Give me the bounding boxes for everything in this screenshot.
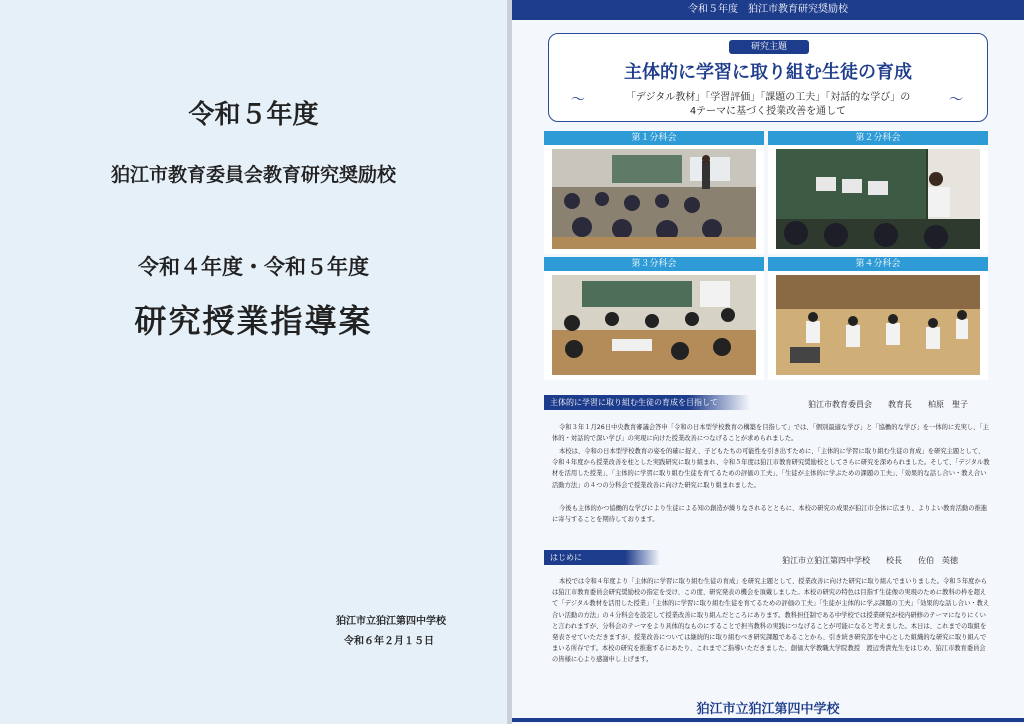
cover-school-type: 狛江市教育委員会教育研究奨励校 xyxy=(110,164,396,186)
message-2-signature: 狛江市立狛江第四中学校 校長 佐伯 英徳 xyxy=(782,556,958,565)
cover-school-name: 狛江市立狛江第四中学校 xyxy=(336,616,446,627)
section-3-panel xyxy=(544,257,764,380)
theme-tag: 研究主題 xyxy=(729,40,809,54)
section-3-caption: 第３分科会 xyxy=(544,257,764,271)
message-1-heading: 主体的に学習に取り組む生徒の育成を目指して xyxy=(544,395,750,410)
cover-title: 研究授業指導案 xyxy=(134,302,373,340)
cover-date: 令和６年２月１５日 xyxy=(344,636,434,647)
classroom-photo-2 xyxy=(776,149,980,249)
message-2-heading: はじめに xyxy=(544,550,660,565)
message-1-signature: 狛江市教育委員会 教育長 柏原 聖子 xyxy=(808,400,968,409)
section-1-panel xyxy=(544,131,764,254)
cover-period: 令和４年度・令和５年度 xyxy=(138,255,369,279)
classroom-photo-4 xyxy=(776,275,980,375)
message-2-paragraph-1: 本校では令和４年度より「主体的に学習に取り組む生徒の育成」を研究主題として、授業改善に向けた研究に取り組んでまいりました。令和５年度からは狛江市教育委員会研究奨励校の指定を受け、この度、研究発表の機会を頂戴しました。本校の研究の特色は目指す生徒像の実現のために教科の枠を超えて「デジタル教材を活用した授業」「主体的に学習に取り組む生徒を育てるための評価の工夫」「生徒が主体的に学ぶ課題の工夫」「効果的な話し合い・教え合い活動の方法」の４分科会を設定して授業改善に取り組んだところにあります。教科担任制である中学校では授業研究が校内研修のテーマになりにくいと言われますが、分科会のテーマをより具体的なものにすることで担当教科の実践につなげることが可能になると考えました。本日は、これまでの取組を発表させていただきますが、授業改善については継続的に取り組むべき研究課題であることから、引き続き研究部を中心とした組織的な研究に取り組んでまいる所存です。本校の研究を推進するにあたり、これまでご指導いただきました、創価大学教職大学院教授 渡辺秀貴先生をはじめ、狛江市教育委員会の皆様に心より感謝申し上げます。 xyxy=(552,578,990,664)
classroom-photo-1 xyxy=(552,149,756,249)
photo-grid xyxy=(544,131,988,381)
theme-subtitle-1: 「デジタル教材」「学習評価」「課題の工夫」「対話的な学び」の xyxy=(625,92,911,103)
section-4-panel xyxy=(768,257,988,380)
cover-year: 令和５年度 xyxy=(188,100,319,130)
page-header: 令和５年度 狛江市教育研究奨励校 xyxy=(512,0,1024,20)
tilde-left: 〜 xyxy=(571,92,585,108)
footer-line xyxy=(512,718,1024,722)
summary-page xyxy=(512,0,1024,724)
section-1-caption: 第１分科会 xyxy=(544,131,764,145)
message-1-paragraph-3: 今後も主体的かつ協働的な学びにより生徒による知の創造が繰りなされるとともに、本校の研究の成果が狛江市全体に広まり、よりよい教育活動の推進に寄与することを期待しております。 xyxy=(552,505,988,524)
section-4-caption: 第４分科会 xyxy=(768,257,988,271)
tilde-right: 〜 xyxy=(949,92,963,108)
section-2-panel xyxy=(768,131,988,254)
classroom-photo-3 xyxy=(552,275,756,375)
message-1-paragraph-2: 本校は、令和の日本型学校教育の姿を的確に捉え、子どもたちの可能性を引き出すために、「主体的に学習に取り組む生徒の育成」を研究主題として、令和４年度から授業改善を柱とした実践研究に取り組まれ、令和５年度は狛江市教育研究奨励校としてさらに研究を深められました。そして、「デジタル教材を活用した授業」、「主体的に学習に取り組む生徒を育てるための評価の工夫」、「生徒が主体的に学ぶための課題の工夫」、「効果的な話し合い・教え合い活動方法」の４つの分科会で授業改善に向けた研究に取り組まれました。 xyxy=(552,448,990,489)
page-footer: 狛江市立狛江第四中学校 xyxy=(696,702,840,717)
cover-page xyxy=(0,0,507,724)
theme-subtitle-2: 4テーマに基づく授業改善を通して xyxy=(689,106,847,117)
message-1-paragraph-1: 令和３年１月26日中央教育審議会答申「令和の日本型学校教育の構築を目指して」では、「個別最適な学び」と「協働的な学び」を一体的に充実し、「主体的・対話的で深い学び」の実現に向けた授業改善につなげることが求められました。 xyxy=(552,424,989,443)
section-2-caption: 第２分科会 xyxy=(768,131,988,145)
theme-box xyxy=(548,33,988,122)
theme-title: 主体的に学習に取り組む生徒の育成 xyxy=(624,62,912,83)
